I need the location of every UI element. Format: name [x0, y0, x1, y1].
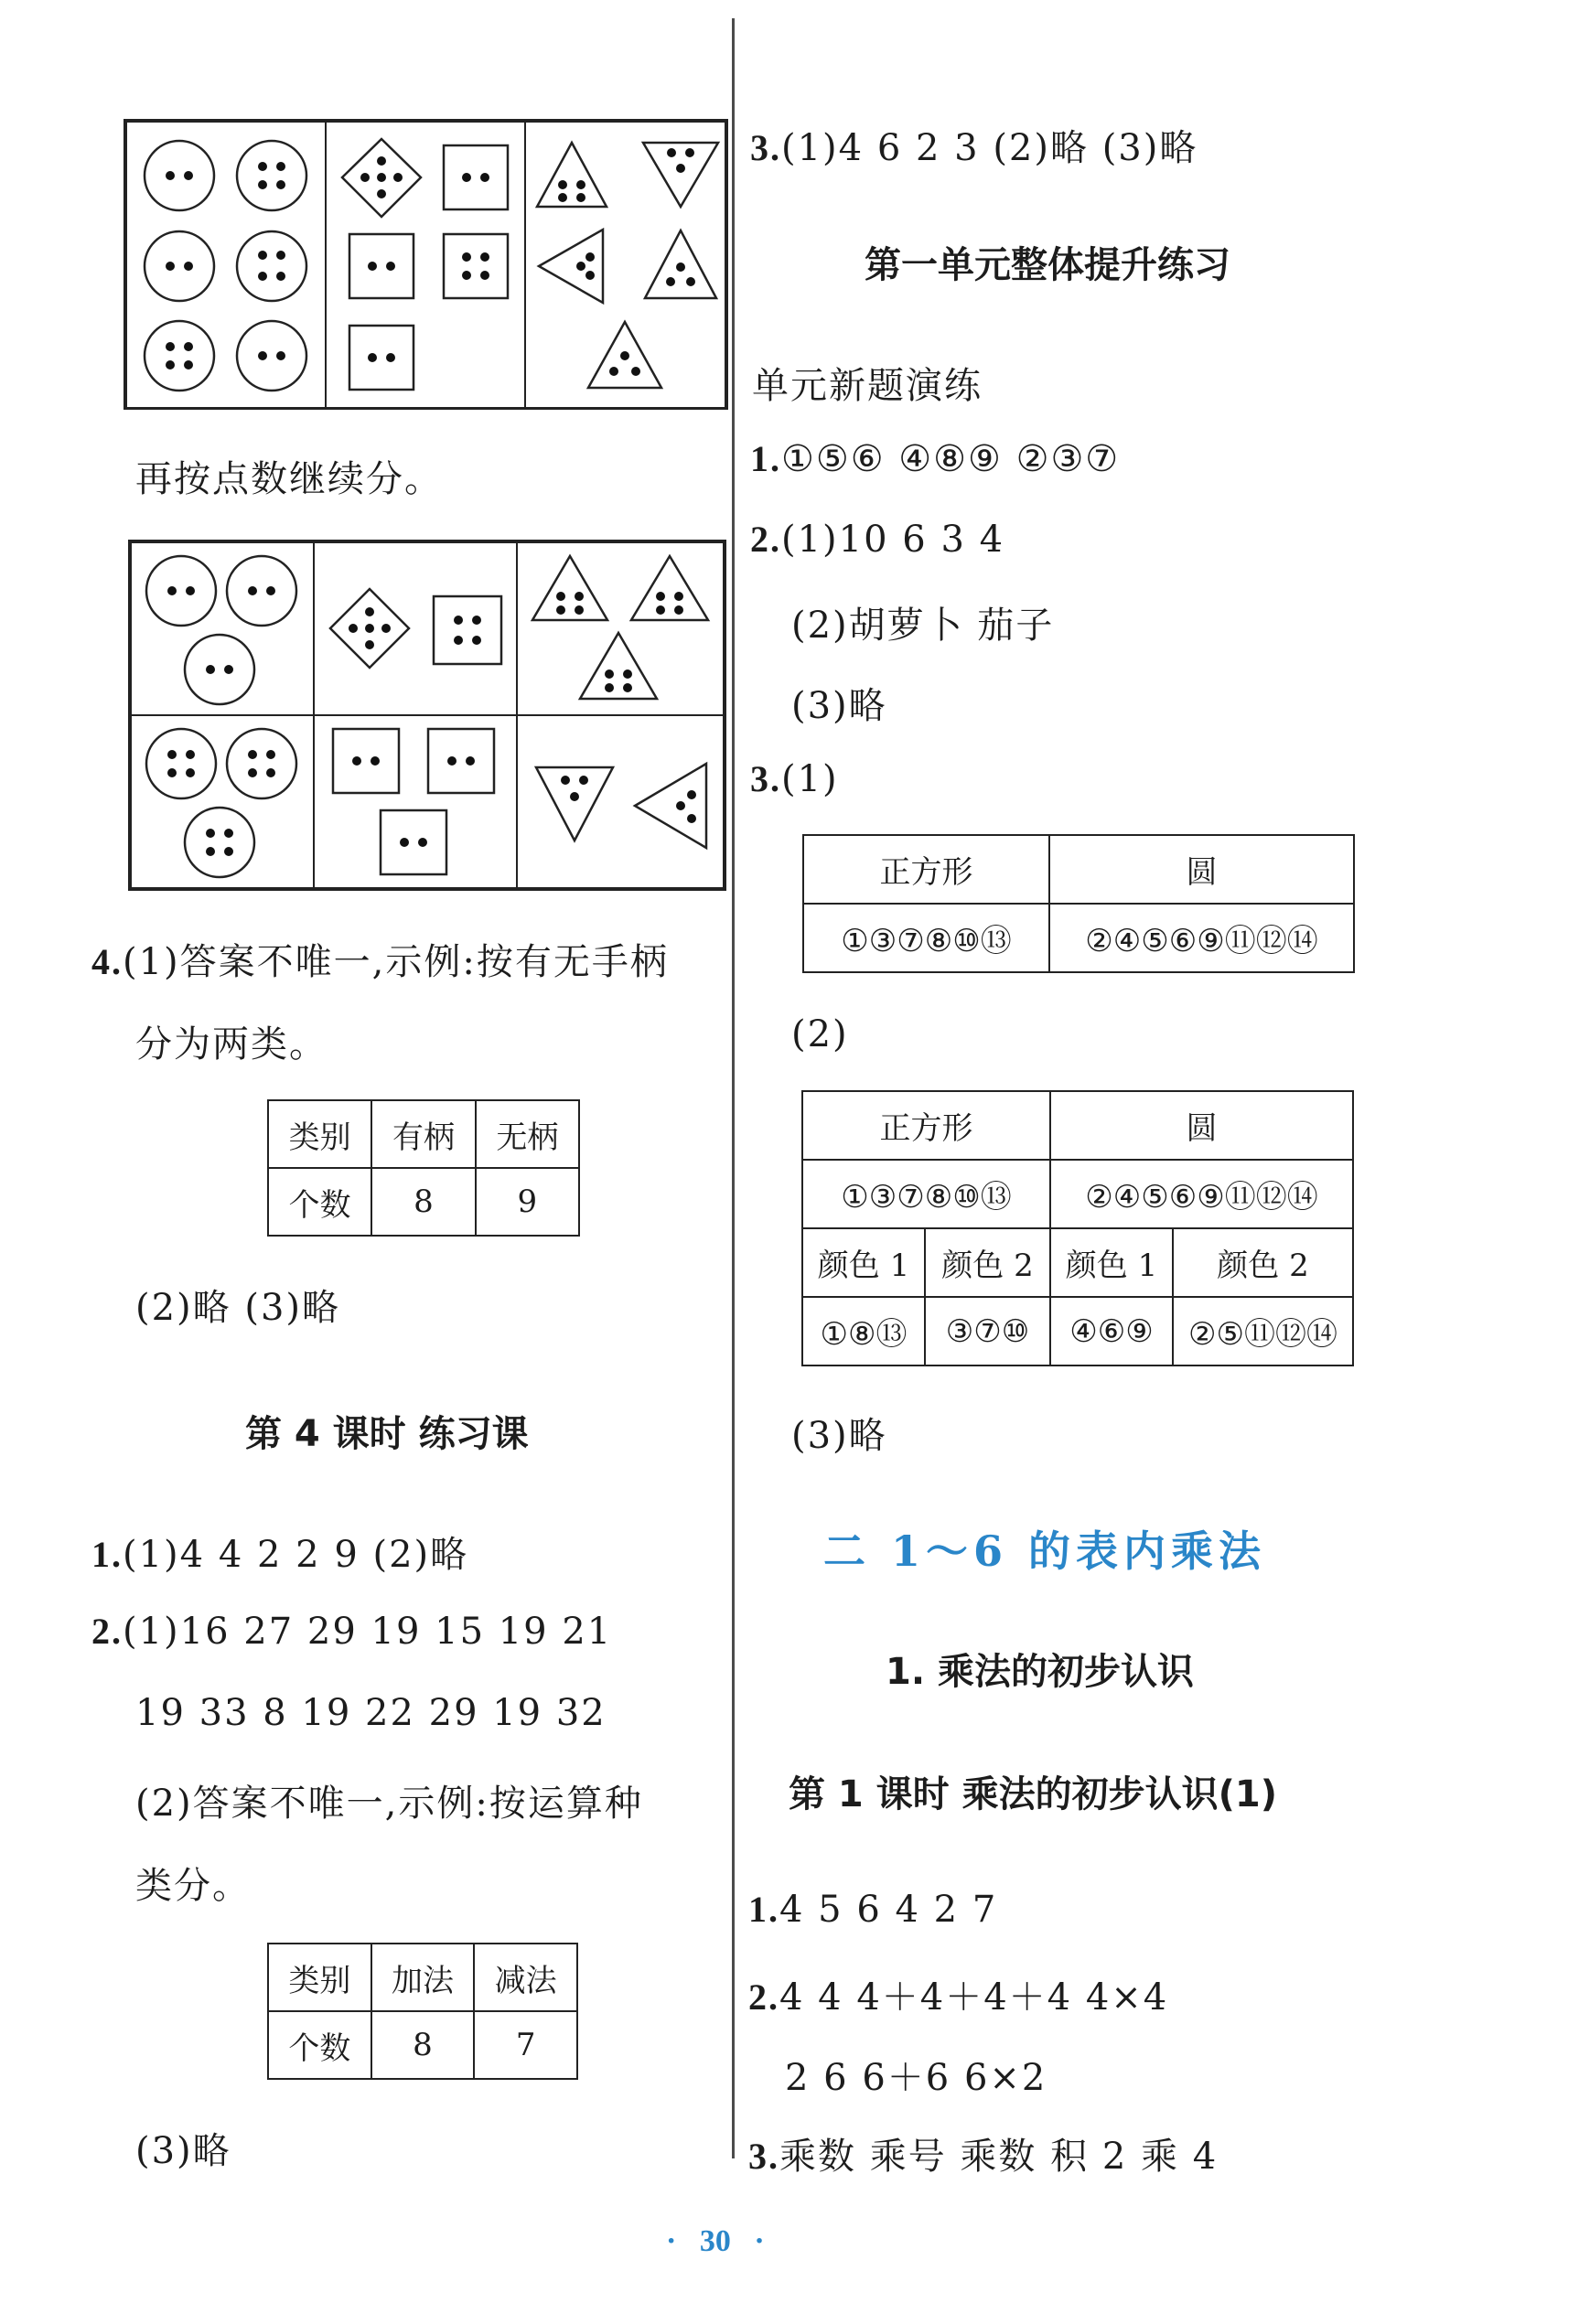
question-4-line-1: 4.(1)答案不唯一,示例:按有无手柄 — [91, 941, 669, 983]
unit-title: 第一单元整体提升练习 — [865, 244, 1230, 286]
dot-icon: · — [666, 2224, 677, 2258]
exercise-2-line-2: 19 33 8 19 22 29 19 32 — [135, 1692, 607, 1734]
table-cell: 颜色 2 — [925, 1228, 1050, 1297]
table-cell: ①③⑦⑧⑩⑬ — [802, 1160, 1050, 1228]
table-cell: 颜色 1 — [802, 1228, 925, 1297]
question-4-rest: (2)略 (3)略 — [135, 1287, 341, 1329]
answer-2-line-3: (3)略 — [791, 685, 887, 727]
circles-two-dots — [131, 542, 314, 715]
chapter-heading: 二 1～6 的表内乘法 — [823, 1526, 1267, 1576]
column-divider — [732, 18, 735, 2158]
operation-count-table — [267, 1943, 578, 2080]
shape-table-2 — [801, 1090, 1354, 1366]
squares-two-dots — [314, 715, 517, 888]
triangles-four-dots — [517, 542, 724, 715]
triangles-three-dots — [517, 715, 724, 888]
exercise-2-line-3: (2)答案不唯一,示例:按运算种 — [135, 1783, 643, 1825]
answer-2-line-1: 2.(1)10 6 3 4 — [750, 519, 1005, 561]
table-cell: ①③⑦⑧⑩⑬ — [803, 904, 1049, 972]
table-cell: ④⑥⑨ — [1050, 1297, 1173, 1365]
table-cell: 个数 — [268, 2011, 371, 2079]
mult-answer-2-line-1: 2.4 4 4＋4＋4＋4 4×4 — [748, 1976, 1169, 2019]
answer-2-line-2: (2)胡萝卜 茄子 — [791, 605, 1055, 647]
section-heading: 1. 乘法的初步认识 — [886, 1651, 1194, 1693]
shape-sort-figure-2 — [128, 540, 726, 891]
lesson-4-title: 第 4 课时 练习课 — [245, 1413, 529, 1455]
answer-3-part-2: (2) — [791, 1013, 849, 1055]
page-number — [666, 2224, 765, 2259]
table-cell: 有柄 — [371, 1100, 475, 1168]
table-cell: ①⑧⑬ — [802, 1297, 925, 1365]
triangles-group — [525, 122, 725, 409]
table-cell: ③⑦⑩ — [925, 1297, 1050, 1365]
answer-3-top: 3.(1)4 6 2 3 (2)略 (3)略 — [750, 127, 1198, 169]
shape-table-1 — [802, 834, 1355, 973]
table-cell: 减法 — [474, 1944, 577, 2011]
table-cell: ②⑤⑪⑫⑭ — [1173, 1297, 1353, 1365]
table-cell: 8 — [371, 2011, 475, 2079]
regroup-text: 再按点数继续分。 — [135, 458, 443, 500]
table-cell: ②④⑤⑥⑨⑪⑫⑭ — [1050, 1160, 1353, 1228]
circles-group — [126, 122, 326, 409]
dot-icon: · — [754, 2224, 765, 2258]
mult-answer-3: 3.乘数 乘号 乘数 积 2 乘 4 — [748, 2136, 1219, 2178]
table-cell: 圆 — [1050, 1091, 1353, 1160]
table-cell: 正方形 — [803, 835, 1049, 904]
table-cell: 圆 — [1049, 835, 1354, 904]
shape-sort-figure-1 — [124, 119, 728, 410]
mult-answer-1: 1.4 5 6 4 2 7 — [748, 1889, 998, 1931]
answer-3-part-3: (3)略 — [791, 1415, 887, 1457]
exercise-2-line-4: 类分。 — [135, 1865, 251, 1907]
answer-1: 1.①⑤⑥ ④⑧⑨ ②③⑦ — [750, 438, 1121, 480]
table-cell: 加法 — [371, 1944, 475, 2011]
table-cell: 正方形 — [802, 1091, 1050, 1160]
table-cell: 无柄 — [476, 1100, 579, 1168]
table-cell: 类别 — [268, 1944, 371, 2011]
table-cell: 9 — [476, 1168, 579, 1236]
exercise-2-line-1: 2.(1)16 27 29 19 15 19 21 — [91, 1611, 613, 1653]
squares-five-four-dots — [314, 542, 517, 715]
exercise-3: (3)略 — [135, 2130, 231, 2172]
table-cell: 8 — [371, 1168, 475, 1236]
exercise-1: 1.(1)4 4 2 2 9 (2)略 — [91, 1534, 469, 1576]
squares-group — [326, 122, 525, 409]
handle-count-table — [267, 1099, 580, 1237]
page-number-value: 30 — [699, 2224, 731, 2258]
table-cell: 类别 — [268, 1100, 371, 1168]
question-4-line-2: 分为两类。 — [135, 1023, 328, 1066]
subheading: 单元新题演练 — [752, 365, 983, 407]
table-cell: 7 — [474, 2011, 577, 2079]
table-cell: 颜色 1 — [1050, 1228, 1173, 1297]
table-cell: 个数 — [268, 1168, 371, 1236]
answer-3-part-1: 3.(1) — [750, 758, 839, 800]
table-cell: 颜色 2 — [1173, 1228, 1353, 1297]
mult-answer-2-line-2: 2 6 6＋6 6×2 — [785, 2057, 1047, 2099]
table-cell: ②④⑤⑥⑨⑪⑫⑭ — [1049, 904, 1354, 972]
circles-four-dots — [131, 715, 314, 888]
lesson-1-title: 第 1 课时 乘法的初步认识(1) — [789, 1773, 1278, 1815]
